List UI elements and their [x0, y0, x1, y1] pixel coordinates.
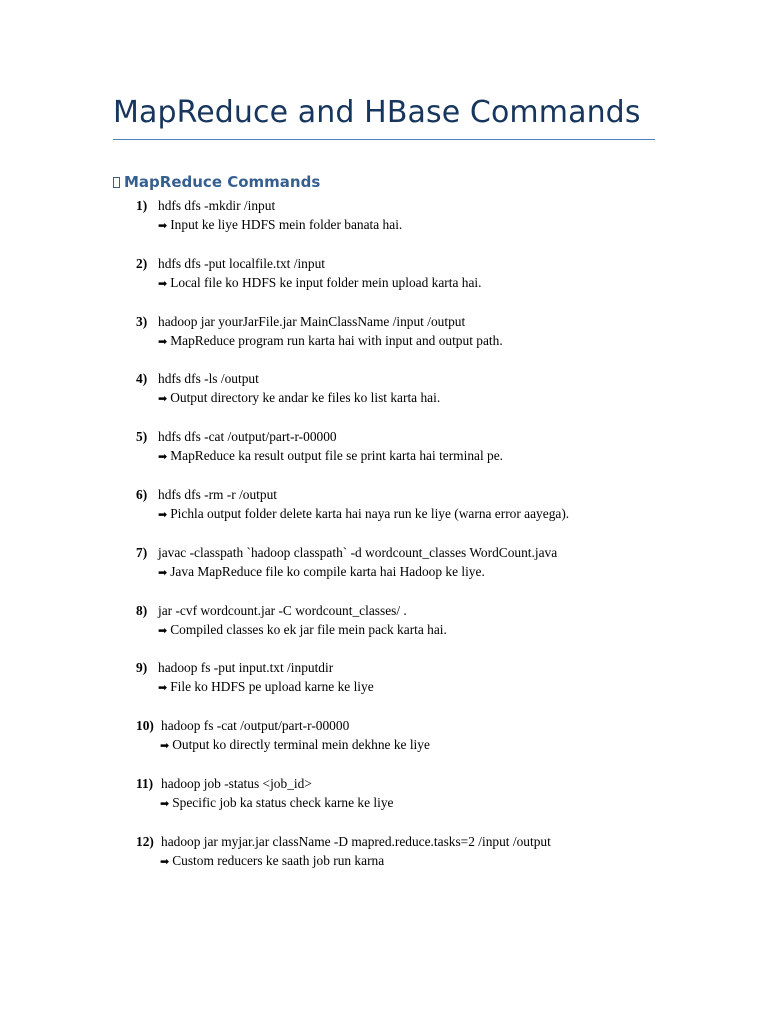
command-description	[160, 793, 393, 814]
command-number: 5)	[136, 429, 148, 444]
command-description	[158, 215, 402, 236]
command-description-text: Local file ko HDFS ke input folder mein upload karta hai.	[170, 275, 482, 290]
command-description	[160, 851, 384, 872]
command-description	[158, 504, 569, 525]
command-description-text: Output ko directly terminal mein dekhne ke liye	[172, 737, 430, 752]
command-text: hdfs dfs -cat /output/part-r-00000	[158, 429, 337, 444]
command-number: 11)	[136, 776, 154, 791]
command-description-text: Input ke liye HDFS mein folder banata hai.	[170, 217, 403, 232]
right-arrow-icon: ➡	[158, 566, 168, 579]
command-text: hdfs dfs -put localfile.txt /input	[158, 256, 325, 271]
command-number: 1)	[136, 198, 148, 213]
command-description-text: Pichla output folder delete karta hai naya run ke liye (warna error aayega).	[170, 506, 570, 521]
command-description-text: Compiled classes ko ek jar file mein pack karta hai.	[170, 622, 447, 637]
command-number: 7)	[136, 545, 148, 560]
command-number: 6)	[136, 487, 148, 502]
command-number: 4)	[136, 371, 148, 386]
command-text: hdfs dfs -mkdir /input	[158, 198, 276, 213]
command-number: 10)	[136, 718, 154, 733]
command-description	[160, 735, 430, 756]
right-arrow-icon: ➡	[158, 219, 168, 232]
command-description-text: Custom reducers ke saath job run karna	[172, 853, 385, 868]
command-text: hdfs dfs -ls /output	[158, 371, 259, 386]
command-number: 9)	[136, 660, 148, 675]
command-description	[158, 446, 503, 467]
right-arrow-icon: ➡	[158, 624, 168, 637]
command-text: hadoop fs -cat /output/part-r-00000	[161, 718, 350, 733]
command-description-text: Specific job ka status check karne ke liye	[172, 795, 394, 810]
command-description-text: Output directory ke andar ke files ko list karta hai.	[170, 390, 441, 405]
section-heading	[113, 171, 320, 193]
right-arrow-icon: ➡	[160, 797, 170, 810]
right-arrow-icon: ➡	[160, 855, 170, 868]
right-arrow-icon: ➡	[160, 739, 170, 752]
command-text: hadoop job -status <job_id>	[161, 776, 312, 791]
right-arrow-icon: ➡	[158, 392, 168, 405]
command-description	[158, 388, 440, 409]
command-number: 12)	[136, 834, 154, 849]
command-text: hadoop fs -put input.txt /inputdir	[158, 660, 334, 675]
command-number: 3)	[136, 314, 148, 329]
right-arrow-icon: ➡	[158, 681, 168, 694]
section-heading-label: MapReduce Commands	[124, 173, 321, 191]
command-text: jar -cvf wordcount.jar -C wordcount_classes/ .	[158, 603, 407, 618]
command-description	[158, 273, 481, 294]
title-underline	[113, 139, 655, 140]
right-arrow-icon: ➡	[158, 277, 168, 290]
command-description-text: Java MapReduce file ko compile karta hai Hadoop ke liye.	[170, 564, 485, 579]
command-description	[158, 677, 374, 698]
right-arrow-icon: ➡	[158, 450, 168, 463]
command-text: javac -classpath `hadoop classpath` -d wordcount_classes WordCount.java	[158, 545, 558, 560]
command-text: hadoop jar yourJarFile.jar MainClassName /input /output	[158, 314, 466, 329]
command-description	[158, 331, 503, 352]
right-arrow-icon: ➡	[158, 508, 168, 521]
command-number: 2)	[136, 256, 148, 271]
command-description-text: MapReduce ka result output file se print karta hai terminal pe.	[170, 448, 504, 463]
command-description-text: File ko HDFS pe upload karne ke liye	[170, 679, 374, 694]
command-description	[158, 562, 485, 583]
page-title: MapReduce and HBase Commands	[113, 95, 641, 130]
command-number: 8)	[136, 603, 148, 618]
command-text: hadoop jar myjar.jar className -D mapred.reduce.tasks=2 /input /output	[161, 834, 551, 849]
command-description-text: MapReduce program run karta hai with input and output path.	[170, 333, 503, 348]
command-text: hdfs dfs -rm -r /output	[158, 487, 278, 502]
missing-glyph-box-icon	[113, 177, 120, 188]
right-arrow-icon: ➡	[158, 335, 168, 348]
command-description	[158, 620, 447, 641]
